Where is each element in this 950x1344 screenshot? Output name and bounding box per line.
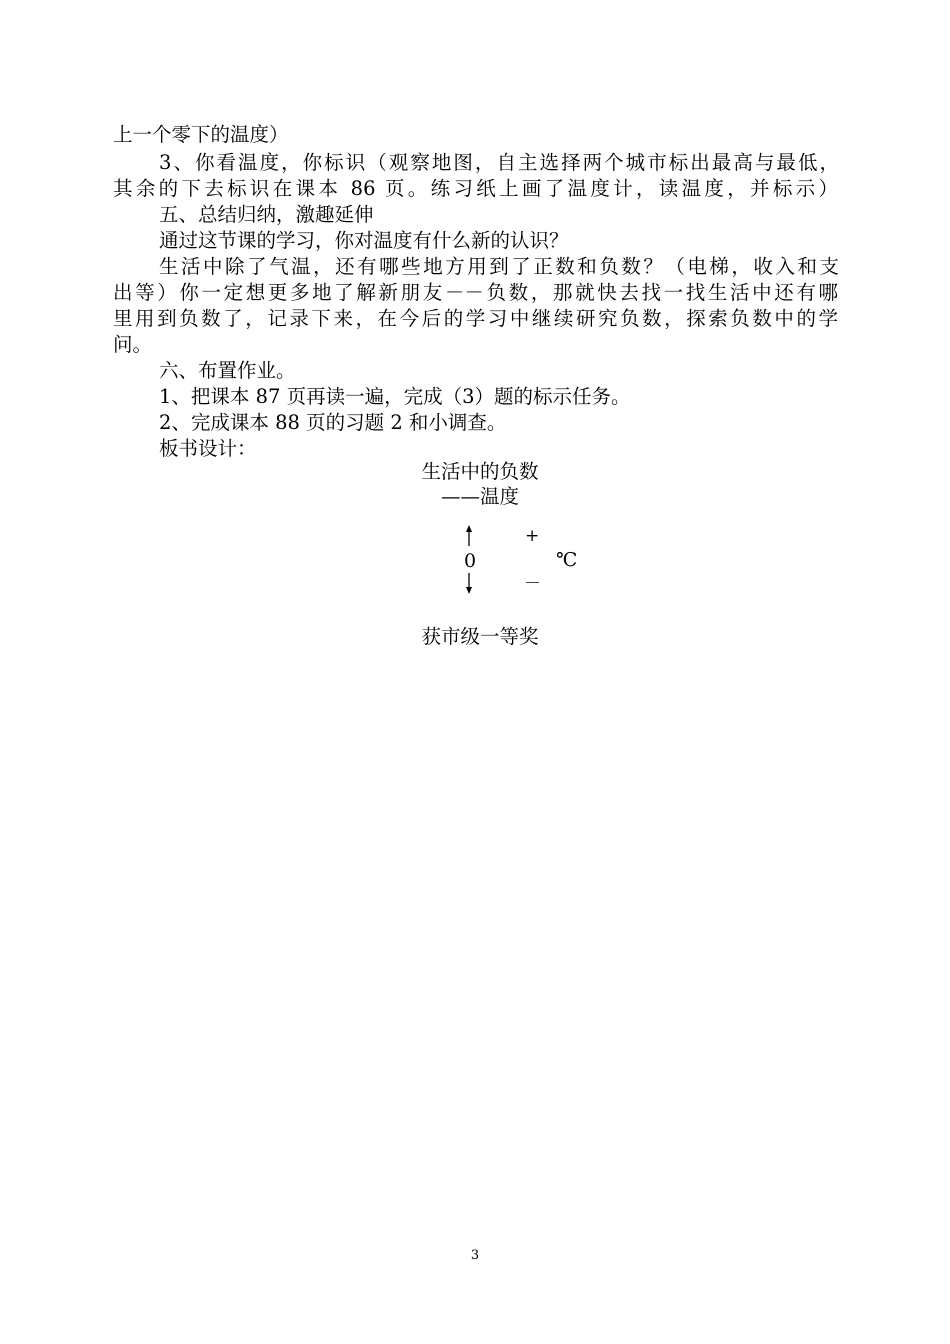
paragraph-line-6: 生活中除了气温，还有哪些地方用到了正数和负数？（电梯，收入和支	[159, 255, 839, 278]
board-title: 生活中的负数	[421, 460, 539, 483]
down-arrow-icon	[463, 572, 475, 594]
paragraph-line-3: 其余的下去标识在课本 86 页。练习纸上画了温度计，读温度，并标示）	[113, 177, 838, 200]
homework-item-1: 1、把课本 87 页再读一遍，完成（3）题的标示任务。	[159, 385, 631, 408]
up-arrow-icon	[463, 525, 475, 547]
section-heading-homework: 六、布置作业。	[159, 359, 296, 382]
paragraph-line-8: 里用到负数了，记录下来，在今后的学习中继续研究负数，探索负数中的学	[113, 307, 838, 330]
plus-sign: +	[525, 526, 540, 546]
homework-item-2: 2、完成课本 88 页的习题 2 和小调查。	[159, 411, 507, 434]
minus-sign: －	[524, 574, 541, 594]
paragraph-line-1: 上一个零下的温度）	[113, 123, 289, 146]
paragraph-line-2: 3、你看温度，你标识（观察地图，自主选择两个城市标出最高与最低，	[159, 151, 839, 174]
board-subtitle: ——温度	[440, 485, 519, 508]
award-note: 获市级一等奖	[421, 625, 539, 648]
paragraph-line-5: 通过这节课的学习，你对温度有什么新的认识？	[159, 229, 569, 252]
paragraph-line-7: 出等）你一定想更多地了解新朋友－－负数，那就快去找一找生活中还有哪	[113, 281, 838, 304]
celsius-unit: ℃	[556, 549, 578, 571]
paragraph-line-9: 问。	[113, 333, 153, 356]
board-design-label: 板书设计：	[159, 437, 257, 460]
section-heading-summary: 五、总结归纳，激趣延伸	[159, 203, 374, 226]
page-number: 3	[470, 1248, 480, 1263]
zero-label: 0	[464, 550, 477, 572]
